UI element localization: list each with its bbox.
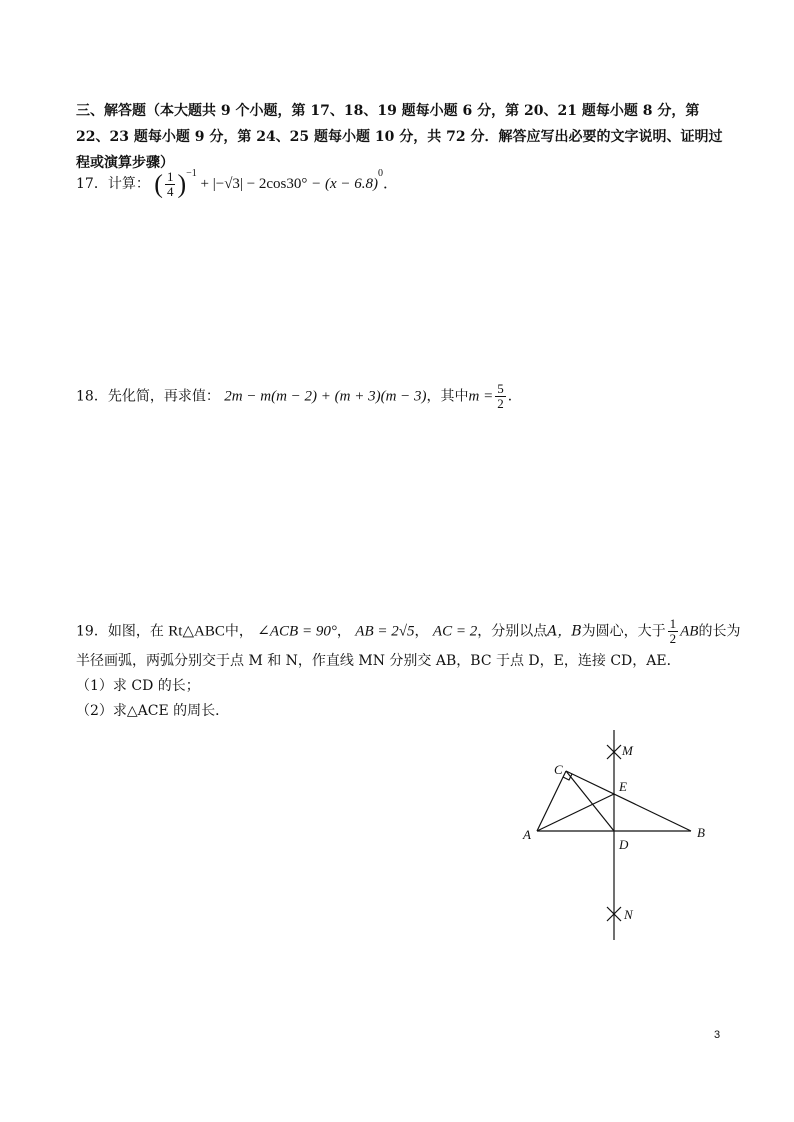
label-d: D [619, 837, 629, 852]
label-c: C [554, 762, 563, 777]
segment-ae [537, 794, 614, 831]
geometry-figure [500, 730, 740, 950]
q18-number: 18． [76, 388, 108, 405]
question-17 [76, 164, 398, 199]
q18-where: ，其中 [426, 388, 469, 405]
page-number: 3 [714, 1029, 721, 1041]
q18-lead: 先化简，再求值： [107, 388, 220, 405]
q19-number: 19． [76, 623, 108, 640]
q19-ab-condition: AB = 2√5 [355, 623, 415, 640]
q17-lead: 计算： [107, 176, 150, 192]
section-heading: 三、解答题（本大题共 9 个小题，第 17、18、19 题每小题 6 分，第 20、21 题每小题 8 分，第 22、23 题每小题 9 分，第 24、25 题每小题 10 分，共 72 分．解答应写出必要的文字说明、证明过程或演算步骤） [76, 103, 723, 171]
q17-cos-term: − 2cos30° [246, 176, 308, 192]
q18-expression: 2m − m(m − 2) + (m + 3)(m − 3) [224, 388, 427, 405]
segment-cd [566, 771, 614, 831]
q18-m-eq: m = [468, 388, 494, 405]
q19-part2: （2）求△ACE 的周长． [76, 703, 230, 719]
label-n: N [624, 907, 633, 922]
label-a: A [523, 827, 531, 842]
segment-ac [537, 771, 566, 831]
segment-cb [566, 771, 691, 831]
label-m: M [622, 743, 633, 758]
label-e: E [619, 779, 627, 794]
q19-part1: （1）求 CD 的长； [76, 678, 200, 694]
q17-expression: ( $\frac{1}{4}$ )$^{-1} + |-√3| - 2\cos 30^\circ - (x - 6.8)^0$． [154, 168, 399, 200]
q19-rt-triangle: Rt△ABC [168, 623, 225, 640]
q18-fraction: $\frac{5}{2}$ [497, 381, 504, 411]
label-b: B [697, 825, 705, 840]
question-18: 18．先化简，再求值： 2m − m(m − 2) + (m + 3)(m − 3)，其中m = $\frac{5}{2}$ ． [76, 381, 522, 411]
q19-angle-condition: ∠ACB = 90° [257, 623, 337, 640]
question-19-line1: 19．如图，在 Rt△ABC中， ∠ACB = 90°， AB = 2√5， AC = 2，分别以点A，B为圆心，大于 $\frac{1}{2}$ AB的长为 [76, 616, 741, 646]
q19-ac-condition: AC = 2 [432, 623, 478, 640]
q17-exponent-0: 0 [378, 168, 384, 179]
q19-line2: 半径画弧，两弧分别交于点 M 和 N，作直线 MN 分别交 AB，BC 于点 D，E，连接 CD，AE． [76, 653, 681, 669]
q17-fraction: $\frac{1}{4}$ [166, 169, 174, 200]
q19-fraction: $\frac{1}{2}$ [669, 616, 677, 646]
q17-number: 17． [76, 176, 108, 192]
q17-abs-term: + |−√3| [200, 176, 243, 192]
q17-x-term: − (x − 6.8) [311, 176, 379, 192]
q17-exponent-neg1: −1 [186, 168, 197, 179]
